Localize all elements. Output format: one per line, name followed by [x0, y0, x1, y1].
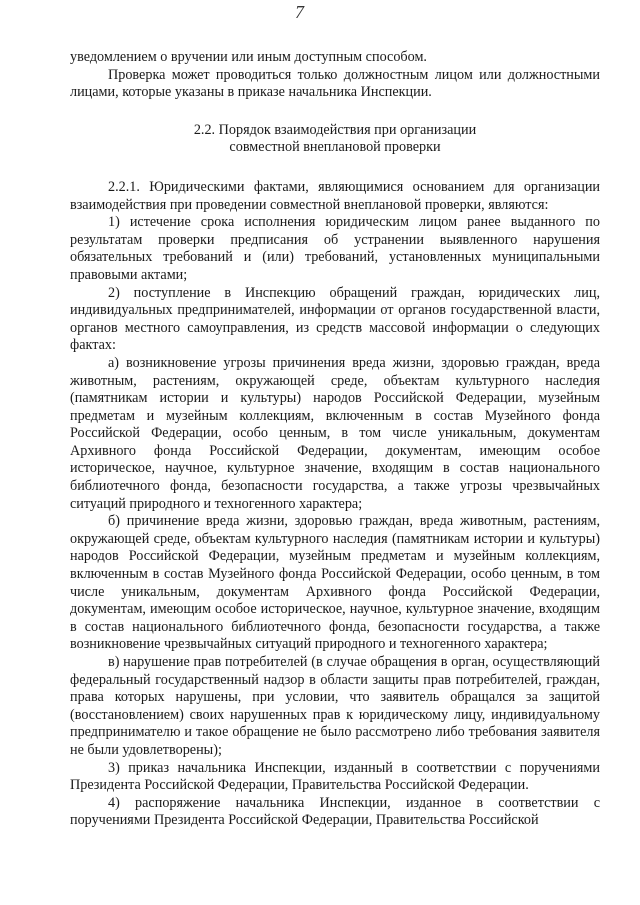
- section-heading-line: 2.2. Порядок взаимодействия при организации: [193, 121, 477, 138]
- paragraph: 1) истечение срока исполнения юридическим лицом ранее выданного по результатам проверки предписания об устранении выявленного нарушения обязательных требований и (или) требований, установленных муниципальными правовыми актами;: [70, 214, 600, 283]
- paragraph: 2) поступление в Инспекцию обращений граждан, юридических лиц, индивидуальных предпринимателей, информации от органов государственной власти, органов местного самоуправления, из средств массовой информации о следующих фактах:: [70, 284, 600, 354]
- paragraph: Проверка может проводиться только должностным лицом или должностными лицами, которые указаны в приказе начальника Инспекции.: [70, 66, 600, 101]
- paragraph: 4) распоряжение начальника Инспекции, изданное в соответствии с поручениями Президента Российской Федерации, Правительства Российской: [70, 794, 600, 829]
- paragraph: в) нарушение прав потребителей (в случае обращения в орган, осуществляющий федеральный государственный надзор в области защиты прав потребителей, граждан, права которых нарушены, при условии, что заявитель обращался за защитой (восстановлением) своих нарушенных прав к юридическому лицу, индивидуальному предпринимателю и такое обращение не было рассмотрено либо требования заявителя не были удовлетворены);: [70, 654, 600, 758]
- paragraph: б) причинение вреда жизни, здоровью граждан, вреда животным, растениям, окружающей среде, объектам культурного наследия (памятникам истории и культуры) народов Российской Федерации, музейным предметам и музейным коллекциям, включенным в состав Музейного фонда Российской Федерации, особо ценным, в том числе уникальным, документам Архивного фонда Российской Федерации, документам, имеющим особое историческое, научное, культурное значение, входящим в состав национального библиотечного фонда, безопасности государства, а также возникновение чрезвычайных ситуаций природного и техногенного характера;: [70, 513, 600, 653]
- paragraph: уведомлением о вручении или иным доступным способом.: [70, 49, 427, 65]
- paragraph: 3) приказ начальника Инспекции, изданный в соответствии с поручениями Президента Российской Федерации, Правительства Российской Федерации.: [70, 759, 600, 794]
- paragraph: а) возникновение угрозы причинения вреда жизни, здоровью граждан, вреда животным, растениям, окружающей среде, объектам культурного наследия (памятникам истории и культуры) народов Российской Федерации, музейным предметам и музейным коллекциям, включенным в состав Музейного фонда Российской Федерации, особо ценным, в том числе уникальным, документам Архивного фонда Российской Федерации, документам, имеющим особое историческое, научное, культурное значение, входящим в состав национального библиотечного фонда, безопасности государства, а также угрозы чрезвычайных ситуаций природного и техногенного характера;: [70, 354, 600, 512]
- section-heading-line: совместной внеплановой проверки: [229, 139, 441, 156]
- paragraph: 2.2.1. Юридическими фактами, являющимися основанием для организации взаимодействия при проведении совместной внеплановой проверки, являются:: [70, 178, 600, 213]
- document-body: [70, 49, 600, 830]
- section-heading: [70, 122, 600, 157]
- page-number: 7: [295, 2, 304, 22]
